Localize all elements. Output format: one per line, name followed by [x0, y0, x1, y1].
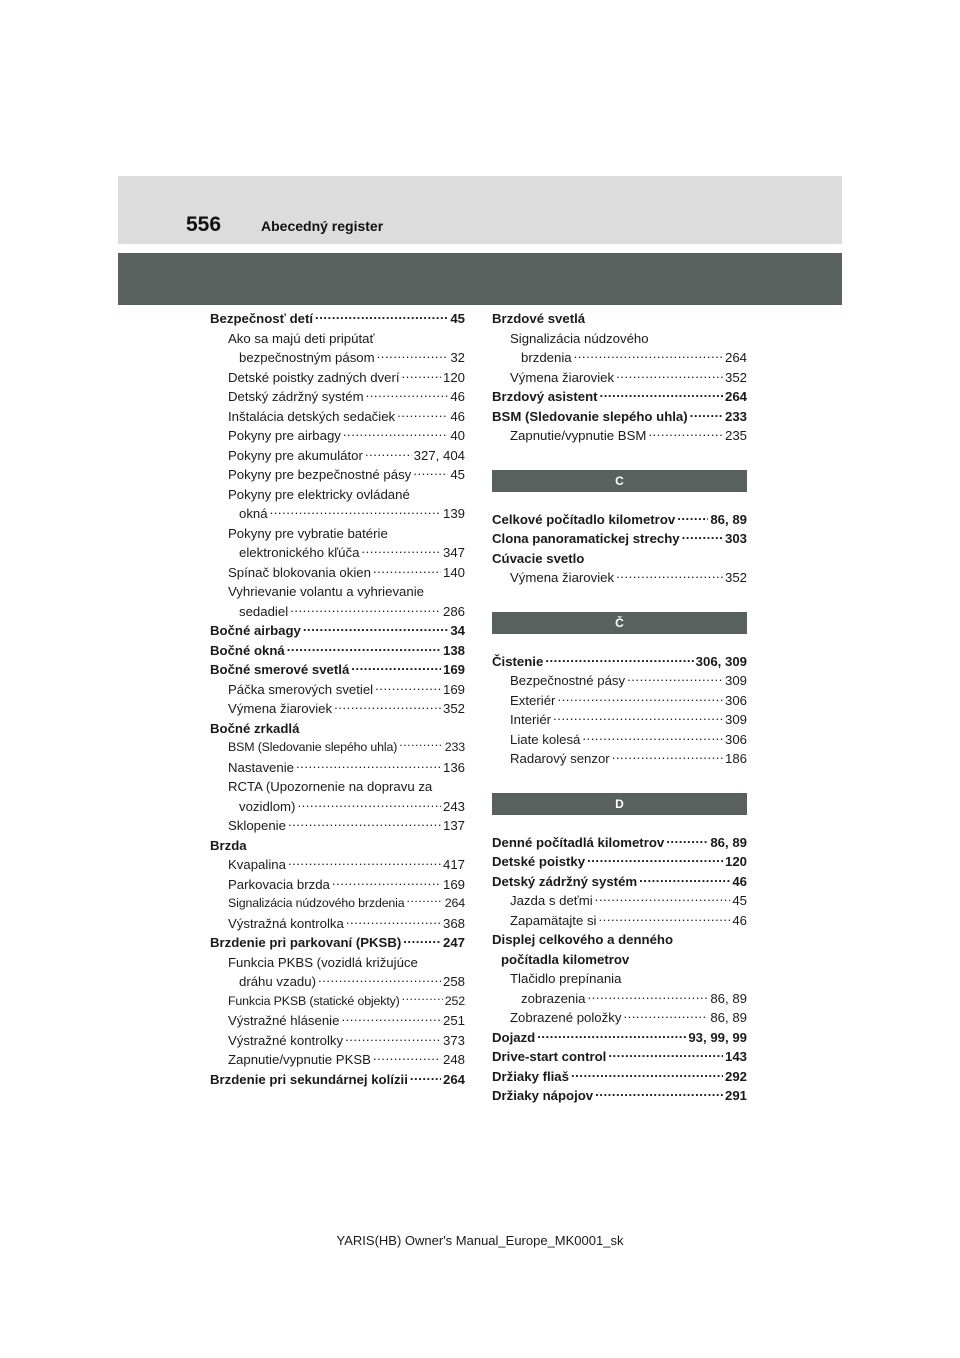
- entry-page-ref[interactable]: 169: [442, 681, 465, 697]
- index-subentry: [210, 329, 465, 349]
- entry-term: počítadla kilometrov: [501, 951, 630, 967]
- index-subentry: [210, 758, 465, 778]
- entry-term: Denné počítadlá kilometrov: [492, 834, 665, 850]
- entry-page-ref[interactable]: 303: [724, 531, 747, 546]
- entry-term: Inštalácia detských sedačiek: [228, 408, 396, 424]
- entry-term: Výstražná kontrolka: [228, 915, 344, 931]
- entry-page-ref[interactable]: 86, 89: [710, 990, 747, 1006]
- index-subentry: [492, 691, 747, 711]
- dot-leader: [623, 1010, 708, 1022]
- entry-term: Vyhrievanie volantu a vyhrievanie: [228, 584, 424, 599]
- index-subentry: [210, 387, 465, 407]
- entry-page-ref[interactable]: 136: [442, 759, 465, 775]
- entry-page-ref[interactable]: 248: [442, 1052, 465, 1067]
- dot-leader: [361, 545, 441, 557]
- index-subentry: [492, 671, 747, 691]
- dot-leader: [557, 693, 723, 705]
- entry-term: Pokyny pre vybratie batérie: [228, 525, 388, 541]
- index-group-d: [492, 833, 747, 1106]
- dot-leader: [315, 311, 448, 323]
- dot-leader: [297, 799, 441, 811]
- index-entry: [210, 933, 465, 953]
- entry-term: Bočné okná: [210, 642, 285, 658]
- dot-leader: [343, 428, 448, 440]
- entry-term: Výstražné kontrolky: [228, 1032, 344, 1048]
- entry-page-ref[interactable]: 169: [442, 876, 465, 892]
- entry-term: Detské poistky: [492, 854, 586, 869]
- entry-page-ref[interactable]: 291: [724, 1088, 747, 1103]
- entry-term: Bočné smerové svetlá: [210, 662, 350, 677]
- entry-term: Bezpečnosť detí: [210, 311, 314, 326]
- entry-page-ref[interactable]: 120: [724, 854, 747, 869]
- entry-term: Brzdenie pri sekundárnej kolízii: [210, 1071, 408, 1087]
- entry-page-ref[interactable]: 286: [442, 603, 465, 619]
- dot-leader: [303, 623, 448, 635]
- entry-term: Funkcia PKSB (statické objekty): [228, 993, 400, 1008]
- entry-term: BSM (Sledovanie slepého uhla): [492, 408, 688, 424]
- entry-page-ref[interactable]: 46: [732, 873, 747, 889]
- dot-leader: [648, 428, 723, 440]
- dot-leader: [677, 512, 708, 524]
- index-subentry: [492, 730, 747, 750]
- entry-page-ref[interactable]: 143: [724, 1049, 747, 1064]
- dot-leader: [639, 874, 730, 886]
- index-entry: [210, 660, 465, 680]
- index-entry: [492, 652, 747, 672]
- dot-leader: [334, 701, 441, 713]
- entry-term: Pokyny pre akumulátor: [228, 447, 363, 463]
- entry-term: BSM (Sledovanie slepého uhla): [228, 740, 398, 754]
- index-subentry: [210, 602, 465, 622]
- index-column-left: [210, 309, 465, 1089]
- entry-term: vozidlom): [239, 798, 296, 814]
- entry-term: Výmena žiaroviek: [510, 369, 615, 385]
- index-group-c-caron: [492, 652, 747, 769]
- dot-leader: [366, 389, 449, 401]
- entry-term: RCTA (Upozornenie na dopravu za: [228, 779, 433, 794]
- entry-page-ref[interactable]: 306: [724, 692, 747, 708]
- index-subentry: [492, 911, 747, 931]
- entry-term: Detský zádržný systém: [228, 389, 364, 404]
- footer-manual-id: YARIS(HB) Owner's Manual_Europe_MK0001_sk: [336, 1233, 624, 1248]
- dot-leader: [407, 895, 443, 907]
- entry-term: Zapnutie/vypnutie PKSB: [228, 1052, 371, 1067]
- entry-term: Brzdové svetlá: [492, 311, 586, 326]
- entry-page-ref[interactable]: 264: [444, 896, 465, 910]
- index-subentry: [492, 969, 747, 989]
- entry-term: Výmena žiaroviek: [228, 701, 333, 716]
- index-subentry: [210, 738, 465, 758]
- index-subentry: [210, 914, 465, 934]
- index-subentry: [210, 855, 465, 875]
- entry-term: brzdenia: [521, 350, 572, 365]
- entry-page-ref[interactable]: 137: [442, 818, 465, 833]
- dot-leader: [377, 350, 449, 362]
- index-group-b: [492, 309, 747, 446]
- dot-leader: [571, 1069, 723, 1081]
- dot-leader: [403, 935, 441, 947]
- entry-term: zobrazenia: [521, 990, 586, 1006]
- entry-term: Detský zádržný systém: [492, 873, 638, 889]
- entry-term: Jazda s deťmi: [510, 893, 593, 908]
- index-entry: [210, 621, 465, 641]
- entry-term: Zapamätajte si: [510, 912, 597, 928]
- entry-term: Liate kolesá: [510, 731, 581, 747]
- entry-term: Bočné zrkadlá: [210, 720, 300, 736]
- entry-page-ref[interactable]: 292: [724, 1068, 747, 1084]
- entry-term: Bočné airbagy: [210, 623, 301, 638]
- entry-term: Pokyny pre airbagy: [228, 428, 341, 443]
- entry-term: Brzdový asistent: [492, 389, 598, 404]
- entry-page-ref[interactable]: 352: [442, 701, 465, 716]
- index-entry: [210, 1070, 465, 1090]
- index-subentry: [210, 1031, 465, 1051]
- dot-leader: [545, 654, 693, 666]
- index-subentry: [210, 894, 465, 914]
- index-entry: [210, 836, 465, 856]
- dot-leader: [345, 1033, 441, 1045]
- entry-page-ref[interactable]: 46: [732, 912, 747, 928]
- entry-term: Držiaky nápojov: [492, 1088, 594, 1103]
- index-subentry: [210, 504, 465, 524]
- index-subentry: [210, 1050, 465, 1070]
- entry-term: Brzda: [210, 837, 247, 853]
- entry-page-ref[interactable]: 264: [442, 1071, 465, 1087]
- entry-term: Signalizácia núdzového: [510, 330, 649, 346]
- index-subentry: [210, 816, 465, 836]
- entry-page-ref[interactable]: 309: [724, 673, 747, 688]
- dot-leader: [270, 506, 441, 518]
- entry-term: Drive-start control: [492, 1049, 607, 1064]
- dot-leader: [288, 818, 441, 830]
- dot-leader: [588, 991, 709, 1003]
- entry-page-ref[interactable]: 40: [450, 428, 465, 443]
- entry-term: Páčka smerových svetiel: [228, 681, 374, 697]
- index-subentry: [492, 329, 747, 349]
- dot-leader: [616, 370, 723, 382]
- entry-page-ref[interactable]: 46: [450, 389, 465, 404]
- dot-leader: [399, 739, 443, 751]
- entry-term: Detské poistky zadných dverí: [228, 369, 400, 385]
- index-column-right: [492, 309, 747, 1106]
- dot-leader: [627, 673, 723, 685]
- index-subentry: [210, 465, 465, 485]
- entry-page-ref[interactable]: 138: [442, 642, 465, 658]
- dot-leader: [332, 877, 441, 889]
- entry-page-ref[interactable]: 32: [450, 350, 465, 365]
- index-subentry: [492, 568, 747, 588]
- index-subentry: [210, 797, 465, 817]
- entry-page-ref[interactable]: 347: [442, 545, 465, 560]
- dot-leader: [288, 857, 441, 869]
- dot-leader: [553, 712, 723, 724]
- dot-leader: [690, 409, 723, 421]
- index-entry: [492, 1086, 747, 1106]
- entry-page-ref[interactable]: 417: [442, 857, 465, 872]
- index-entry: [492, 407, 747, 427]
- entry-term: Zobrazené položky: [510, 1010, 622, 1025]
- entry-page-ref[interactable]: 264: [724, 389, 747, 404]
- entry-term: Zapnutie/vypnutie BSM: [510, 428, 647, 443]
- index-subentry: [210, 953, 465, 973]
- entry-term: Radarový senzor: [510, 751, 610, 766]
- dot-leader: [397, 409, 448, 421]
- index-subentry: [492, 426, 747, 446]
- entry-page-ref[interactable]: 251: [442, 1013, 465, 1028]
- entry-term: Parkovacia brzda: [228, 876, 330, 892]
- dot-leader: [595, 1088, 723, 1100]
- entry-term: Interiér: [510, 712, 552, 727]
- dot-leader: [410, 1072, 441, 1084]
- entry-term: Dojazd: [492, 1029, 536, 1045]
- dot-leader: [373, 565, 441, 577]
- index-subentry: [210, 446, 465, 466]
- dot-leader: [612, 751, 723, 763]
- entry-page-ref[interactable]: 235: [724, 428, 747, 443]
- entry-term: Displej celkového a denného: [492, 932, 674, 947]
- entry-term: Tlačidlo prepínania: [510, 971, 622, 986]
- index-subentry: [492, 348, 747, 368]
- entry-page-ref[interactable]: 86, 89: [710, 511, 747, 527]
- letter-header-c-caron: Č: [492, 612, 747, 634]
- dot-leader: [574, 350, 723, 362]
- entry-term: Cúvacie svetlo: [492, 550, 585, 566]
- entry-page-ref[interactable]: 139: [442, 506, 465, 521]
- letter-header-c: C: [492, 470, 747, 492]
- index-entry: [492, 930, 747, 950]
- dot-leader: [402, 370, 441, 382]
- index-entry: [210, 641, 465, 661]
- dot-leader: [537, 1030, 686, 1042]
- index-entry: [492, 1047, 747, 1067]
- dot-leader: [600, 389, 723, 401]
- entry-term: Výmena žiaroviek: [510, 570, 615, 585]
- index-entry: [492, 510, 747, 530]
- entry-term: bezpečnostným pásom: [239, 350, 375, 365]
- entry-term: Funkcia PKBS (vozidlá križujúce: [228, 954, 418, 970]
- entry-page-ref[interactable]: 352: [724, 369, 747, 385]
- entry-page-ref[interactable]: 120: [442, 369, 465, 385]
- index-entry: [492, 872, 747, 892]
- header-band: [118, 176, 842, 244]
- entry-page-ref[interactable]: 247: [442, 935, 465, 950]
- entry-term: Čistenie: [492, 653, 544, 669]
- entry-page-ref[interactable]: 34: [450, 623, 465, 638]
- index-subentry: [210, 543, 465, 563]
- entry-term: Exteriér: [510, 692, 556, 708]
- entry-term: elektronického kľúča: [239, 545, 360, 560]
- index-entry: [492, 549, 747, 569]
- index-subentry: [210, 368, 465, 388]
- index-entry: [492, 1028, 747, 1048]
- entry-page-ref[interactable]: 93, 99, 99: [688, 1029, 747, 1045]
- entry-page-ref[interactable]: 169: [442, 662, 465, 677]
- index-subentry: [492, 1008, 747, 1028]
- dot-leader: [599, 913, 731, 925]
- entry-page-ref[interactable]: 306: [724, 731, 747, 747]
- entry-page-ref[interactable]: 258: [442, 974, 465, 989]
- dot-leader: [402, 993, 443, 1005]
- dot-leader: [595, 893, 731, 905]
- entry-page-ref[interactable]: 368: [442, 915, 465, 931]
- index-subentry: [210, 485, 465, 505]
- entry-term: Celkové počítadlo kilometrov: [492, 511, 676, 527]
- dot-leader: [373, 1052, 441, 1064]
- index-subentry: [210, 680, 465, 700]
- entry-page-ref[interactable]: 45: [450, 467, 465, 482]
- index-subentry: [492, 891, 747, 911]
- entry-term: Spínač blokovania okien: [228, 564, 371, 580]
- entry-page-ref[interactable]: 327, 404: [413, 447, 465, 463]
- index-subentry: [210, 563, 465, 583]
- entry-page-ref[interactable]: 306, 309: [695, 653, 747, 669]
- entry-term: Pokyny pre bezpečnostné pásy: [228, 467, 412, 482]
- index-subentry: [210, 582, 465, 602]
- header-dark-band: [118, 253, 842, 305]
- index-entry: [492, 387, 747, 407]
- index-subentry: [210, 348, 465, 368]
- entry-page-ref[interactable]: 86, 89: [710, 1010, 747, 1025]
- entry-term: okná: [239, 506, 268, 521]
- entry-page-ref[interactable]: 309: [724, 712, 747, 727]
- entry-term: Clona panoramatickej strechy: [492, 531, 680, 546]
- entry-term: Kvapalina: [228, 857, 286, 872]
- entry-page-ref[interactable]: 352: [724, 570, 747, 585]
- index-subentry: [210, 699, 465, 719]
- entry-term: Bezpečnostné pásy: [510, 673, 626, 688]
- entry-page-ref[interactable]: 186: [724, 751, 747, 766]
- dot-leader: [608, 1049, 723, 1061]
- letter-header-d: D: [492, 793, 747, 815]
- entry-term: Výstražné hlásenie: [228, 1013, 340, 1028]
- entry-term: Signalizácia núdzového brzdenia: [228, 896, 405, 910]
- dot-leader: [666, 835, 708, 847]
- dot-leader: [346, 916, 441, 928]
- entry-page-ref[interactable]: 373: [442, 1032, 465, 1048]
- index-subentry: [210, 407, 465, 427]
- index-group-c: [492, 510, 747, 588]
- entry-page-ref[interactable]: 45: [450, 311, 465, 326]
- dot-leader: [365, 448, 412, 460]
- index-subentry: [210, 426, 465, 446]
- dot-leader: [296, 760, 441, 772]
- dot-leader: [587, 854, 723, 866]
- index-subentry: [492, 749, 747, 769]
- dot-leader: [351, 662, 441, 674]
- index-subentry: [210, 777, 465, 797]
- entry-page-ref[interactable]: 264: [724, 350, 747, 365]
- index-subentry: [492, 368, 747, 388]
- dot-leader: [616, 570, 723, 582]
- entry-page-ref[interactable]: 140: [442, 564, 465, 580]
- entry-term: Nastavenie: [228, 759, 294, 775]
- entry-page-ref[interactable]: 86, 89: [710, 834, 747, 850]
- page-number: 556: [186, 213, 222, 236]
- index-entry: [210, 309, 465, 329]
- entry-page-ref[interactable]: 45: [732, 893, 747, 908]
- index-subentry: [210, 972, 465, 992]
- entry-page-ref[interactable]: 46: [450, 408, 465, 424]
- entry-page-ref[interactable]: 252: [444, 993, 465, 1008]
- index-subentry: [210, 524, 465, 544]
- dot-leader: [341, 1013, 441, 1025]
- index-entry: [492, 950, 747, 970]
- index-subentry: [210, 1011, 465, 1031]
- index-entry: [492, 529, 747, 549]
- index-subentry: [210, 875, 465, 895]
- index-subentry: [492, 710, 747, 730]
- entry-page-ref[interactable]: 233: [724, 408, 747, 424]
- index-entry: [492, 309, 747, 329]
- index-entry: [492, 852, 747, 872]
- section-title: Abecedný register: [261, 218, 384, 234]
- index-entry: [492, 1067, 747, 1087]
- dot-leader: [582, 732, 723, 744]
- index-subentry: [492, 989, 747, 1009]
- entry-term: Sklopenie: [228, 818, 286, 833]
- dot-leader: [287, 643, 441, 655]
- entry-term: Brzdenie pri parkovaní (PKSB): [210, 935, 402, 950]
- entry-page-ref[interactable]: 243: [442, 798, 465, 814]
- dot-leader: [318, 974, 441, 986]
- index-entry: [210, 719, 465, 739]
- index-subentry: [210, 992, 465, 1012]
- dot-leader: [290, 604, 441, 616]
- dot-leader: [682, 531, 723, 543]
- index-entry: [492, 833, 747, 853]
- entry-term: Pokyny pre elektricky ovládané: [228, 486, 410, 502]
- dot-leader: [375, 682, 441, 694]
- dot-leader: [413, 467, 448, 479]
- entry-term: sedadiel: [239, 603, 289, 619]
- entry-term: Držiaky fliaš: [492, 1068, 569, 1084]
- entry-term: Ako sa majú deti pripútať: [228, 330, 375, 346]
- entry-term: dráhu vzadu): [239, 974, 316, 989]
- entry-page-ref[interactable]: 233: [444, 740, 465, 754]
